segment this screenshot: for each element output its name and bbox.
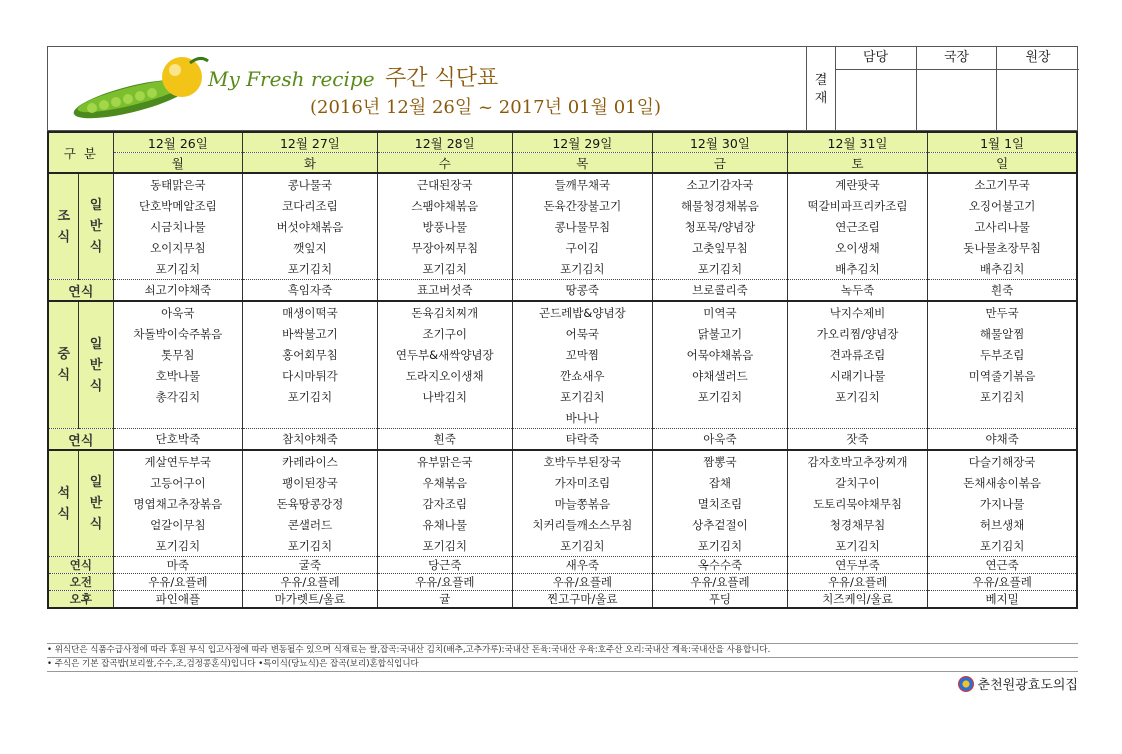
menu-item: 나박김치	[377, 386, 512, 407]
juk-item: 아욱죽	[653, 429, 788, 451]
menu-item: 포기김치	[243, 386, 378, 407]
menu-item: 포기김치	[113, 535, 242, 557]
menu-item: 청포묵/양념장	[653, 216, 788, 237]
date-cell: 12월 30일	[653, 132, 788, 153]
juk-item: 연근죽	[928, 557, 1077, 574]
meal-label-dinner: 석 식	[48, 450, 79, 557]
snack-item: 귤	[377, 591, 512, 609]
menu-item	[377, 407, 512, 429]
menu-item: 떡갈비파프리카조림	[787, 195, 927, 216]
weekday-header-row	[48, 153, 1077, 174]
menu-item: 콩나물무침	[512, 216, 652, 237]
menu-item: 곤드레밥&양념장	[512, 301, 652, 323]
menu-item: 구이김	[512, 237, 652, 258]
note-line-1: • 위식단은 식품수급사정에 따라 후원 부식 입고사정에 따라 변동될수 있으며 식재료는 쌀,잡곡:국내산 김치(배추,고추가루):국내산 돈육:국내산 우육:호주산 오리:국내산 계육:국내산을 사용합니다.	[47, 645, 771, 655]
date-range: (2016년 12월 26일 ~ 2017년 01월 01일)	[310, 97, 662, 118]
menu-item: 포기김치	[653, 535, 788, 557]
menu-item: 미역국	[653, 301, 788, 323]
snack-item: 우유/요플레	[243, 574, 378, 591]
menu-item: 갈치구이	[787, 472, 927, 493]
juk-item: 새우죽	[512, 557, 652, 574]
meal-row	[48, 472, 1077, 493]
juk-item: 참치야채죽	[243, 429, 378, 451]
date-cell: 12월 31일	[787, 132, 927, 153]
spreadsheet-top-strip	[0, 0, 1122, 46]
menu-item: 해물청경채볶음	[653, 195, 788, 216]
meal-row	[48, 173, 1077, 195]
menu-item: 마늘쫑볶음	[512, 493, 652, 514]
juk-item: 연두부죽	[787, 557, 927, 574]
juk-item: 야채죽	[928, 429, 1077, 451]
menu-item: 다시마튀각	[243, 365, 378, 386]
snack-item: 우유/요플레	[377, 574, 512, 591]
menu-item: 소고기무국	[928, 173, 1077, 195]
juk-item: 땅콩죽	[512, 280, 652, 302]
juk-item: 당근죽	[377, 557, 512, 574]
menu-item: 포기김치	[653, 258, 788, 280]
menu-item: 견과류조림	[787, 344, 927, 365]
juk-row	[48, 280, 1077, 302]
juk-item: 흑임자죽	[243, 280, 378, 302]
weekday-cell: 수	[377, 153, 512, 174]
snack-item: 치즈케익/울료	[787, 591, 927, 609]
sheet-header	[47, 46, 1078, 131]
menu-item: 동태맑은국	[113, 173, 242, 195]
meal-row	[48, 535, 1077, 557]
juk-item: 쇠고기야채죽	[113, 280, 242, 302]
menu-item: 오이생채	[787, 237, 927, 258]
menu-item: 포기김치	[653, 386, 788, 407]
date-header-row	[48, 132, 1077, 153]
menu-item: 팽이된장국	[243, 472, 378, 493]
menu-item: 닭불고기	[653, 323, 788, 344]
menu-item: 돈육간장불고기	[512, 195, 652, 216]
menu-item: 포기김치	[928, 386, 1077, 407]
weekday-cell: 토	[787, 153, 927, 174]
juk-item: 옥수수죽	[653, 557, 788, 574]
menu-item: 포기김치	[787, 386, 927, 407]
snack-item: 우유/요플레	[928, 574, 1077, 591]
snack-item: 우유/요플레	[512, 574, 652, 591]
menu-item: 허브생채	[928, 514, 1077, 535]
menu-item	[653, 407, 788, 429]
menu-item: 치커리들깨소스무침	[512, 514, 652, 535]
menu-item: 꼬막찜	[512, 344, 652, 365]
menu-item: 다슬기해장국	[928, 450, 1077, 472]
menu-item: 돈육김치찌개	[377, 301, 512, 323]
snack-item: 우유/요플레	[653, 574, 788, 591]
menu-item: 콩나물국	[243, 173, 378, 195]
approval-role-label: 국장	[917, 47, 996, 70]
menu-item: 깻잎지	[243, 237, 378, 258]
menu-item: 아욱국	[113, 301, 242, 323]
menu-item: 미역줄기볶음	[928, 365, 1077, 386]
menu-item: 콘샐러드	[243, 514, 378, 535]
weekday-cell: 월	[113, 153, 242, 174]
juk-item: 잣죽	[787, 429, 927, 451]
menu-item: 가지나물	[928, 493, 1077, 514]
menu-item: 코다리조림	[243, 195, 378, 216]
juk-item: 마죽	[113, 557, 242, 574]
menu-item: 방풍나물	[377, 216, 512, 237]
menu-item: 야채샐러드	[653, 365, 788, 386]
menu-item: 톳무침	[113, 344, 242, 365]
juk-item: 브로콜리죽	[653, 280, 788, 302]
pm-snack-label: 오후	[48, 591, 113, 609]
hospital-logo-icon	[958, 676, 974, 692]
menu-item: 상추겉절이	[653, 514, 788, 535]
menu-item: 얼갈이무침	[113, 514, 242, 535]
juk-item: 흰죽	[377, 429, 512, 451]
menu-item: 고춧잎무침	[653, 237, 788, 258]
snack-item: 찐고구마/울료	[512, 591, 652, 609]
menu-item: 포기김치	[377, 258, 512, 280]
menu-item: 깐쇼새우	[512, 365, 652, 386]
approval-box	[806, 47, 1080, 132]
meal-row	[48, 344, 1077, 365]
meal-row	[48, 386, 1077, 407]
menu-item: 멸치조림	[653, 493, 788, 514]
juk-item: 굴죽	[243, 557, 378, 574]
juk-row	[48, 557, 1077, 574]
date-cell: 12월 26일	[113, 132, 242, 153]
menu-item: 포기김치	[377, 535, 512, 557]
meal-row	[48, 301, 1077, 323]
menu-item: 가자미조림	[512, 472, 652, 493]
menu-item: 포기김치	[512, 258, 652, 280]
menu-item: 명엽채고추장볶음	[113, 493, 242, 514]
meal-row	[48, 365, 1077, 386]
am-snack-row	[48, 574, 1077, 591]
approval-role-label: 원장	[997, 47, 1079, 70]
approval-cell-director[interactable]	[917, 47, 997, 132]
menu-item: 돈채새송이볶음	[928, 472, 1077, 493]
menu-item: 바싹불고기	[243, 323, 378, 344]
menu-item: 잡채	[653, 472, 788, 493]
meal-row	[48, 514, 1077, 535]
menu-item: 시금치나물	[113, 216, 242, 237]
weekday-cell: 일	[928, 153, 1077, 174]
snack-item: 파인애플	[113, 591, 242, 609]
juk-label: 연식	[48, 280, 113, 302]
menu-item: 어묵국	[512, 323, 652, 344]
menu-item: 가오리찜/양념장	[787, 323, 927, 344]
meal-row	[48, 493, 1077, 514]
meal-row	[48, 195, 1077, 216]
brand-name: My Fresh recipe	[208, 67, 375, 91]
juk-label: 연식	[48, 429, 113, 451]
date-cell: 12월 27일	[243, 132, 378, 153]
pm-snack-row	[48, 591, 1077, 609]
regular-diet-label: 일 반 식	[79, 450, 113, 557]
menu-item: 오징어불고기	[928, 195, 1077, 216]
menu-item	[787, 407, 927, 429]
menu-item: 배추김치	[787, 258, 927, 280]
regular-diet-label: 일 반 식	[79, 301, 113, 429]
menu-item	[113, 407, 242, 429]
menu-item: 버섯야채볶음	[243, 216, 378, 237]
menu-item: 근대된장국	[377, 173, 512, 195]
menu-item: 들깨무채국	[512, 173, 652, 195]
menu-item: 고등어구이	[113, 472, 242, 493]
meal-row	[48, 258, 1077, 280]
menu-item	[243, 407, 378, 429]
hospital-name: 춘천원광효도의집	[977, 678, 1078, 693]
date-cell: 12월 29일	[512, 132, 652, 153]
page-title: 주간 식단표	[385, 66, 499, 91]
weekly-menu-table	[47, 131, 1078, 609]
menu-item: 두부조림	[928, 344, 1077, 365]
menu-item: 호박두부된장국	[512, 450, 652, 472]
menu-item: 감자조림	[377, 493, 512, 514]
menu-item: 포기김치	[243, 535, 378, 557]
menu-item: 포기김치	[243, 258, 378, 280]
menu-item: 포기김치	[787, 535, 927, 557]
approval-role-label: 담당	[835, 47, 916, 70]
menu-item: 총각김치	[113, 386, 242, 407]
menu-item: 만두국	[928, 301, 1077, 323]
approval-cell-head[interactable]	[997, 47, 1079, 132]
notes-rule	[47, 671, 1078, 672]
meal-row	[48, 216, 1077, 237]
menu-item: 시래기나물	[787, 365, 927, 386]
menu-item: 해물알찜	[928, 323, 1077, 344]
meal-row	[48, 450, 1077, 472]
menu-item: 바나나	[512, 407, 652, 429]
menu-item: 어묵야채볶음	[653, 344, 788, 365]
meal-label-lunch: 중 식	[48, 301, 79, 429]
menu-item: 연두부&새싹양념장	[377, 344, 512, 365]
approval-label: 결 재	[807, 47, 836, 132]
menu-item: 연근조림	[787, 216, 927, 237]
hospital-signature	[958, 674, 1078, 693]
weekday-cell: 화	[243, 153, 378, 174]
menu-item: 감자호박고추장찌개	[787, 450, 927, 472]
menu-item	[928, 407, 1077, 429]
juk-item: 녹두죽	[787, 280, 927, 302]
menu-item: 호박나물	[113, 365, 242, 386]
menu-item: 포기김치	[512, 535, 652, 557]
menu-item: 스팸야채볶음	[377, 195, 512, 216]
menu-item: 조기구이	[377, 323, 512, 344]
weekday-cell: 금	[653, 153, 788, 174]
meal-row	[48, 237, 1077, 258]
menu-item: 포기김치	[113, 258, 242, 280]
am-snack-label: 오전	[48, 574, 113, 591]
menu-item: 카레라이스	[243, 450, 378, 472]
menu-item: 짬뽕국	[653, 450, 788, 472]
menu-item: 포기김치	[512, 386, 652, 407]
juk-item: 표고버섯죽	[377, 280, 512, 302]
menu-item: 배추김치	[928, 258, 1077, 280]
menu-item: 유채나물	[377, 514, 512, 535]
menu-sheet	[47, 46, 1078, 693]
menu-item: 소고기감자국	[653, 173, 788, 195]
snack-item: 마가렛트/울료	[243, 591, 378, 609]
menu-item: 돗나물초장무침	[928, 237, 1077, 258]
juk-item: 흰죽	[928, 280, 1077, 302]
snack-item: 우유/요플레	[113, 574, 242, 591]
meal-row	[48, 323, 1077, 344]
menu-item: 도라지오이생채	[377, 365, 512, 386]
menu-item: 계란팟국	[787, 173, 927, 195]
gubun-label: 구 분	[48, 132, 113, 173]
menu-item: 포기김치	[928, 535, 1077, 557]
note-line-2: • 주식은 기본 잡곡밥(보리쌀,수수,조,검정콩혼식)입니다 •특이식(당뇨식)은 잡곡(보리)혼합식입니다	[47, 659, 419, 669]
meal-label-breakfast: 조 식	[48, 173, 79, 280]
regular-diet-label: 일 반 식	[79, 173, 113, 280]
juk-row	[48, 429, 1077, 451]
date-cell: 12월 28일	[377, 132, 512, 153]
juk-item: 타락죽	[512, 429, 652, 451]
menu-item: 고사리나물	[928, 216, 1077, 237]
menu-item: 우채볶음	[377, 472, 512, 493]
meal-row	[48, 407, 1077, 429]
date-cell: 1월 1일	[928, 132, 1077, 153]
approval-cell-staff[interactable]	[835, 47, 917, 132]
menu-item: 게살연두부국	[113, 450, 242, 472]
menu-item: 청경채무침	[787, 514, 927, 535]
menu-item: 차돌박이숙주볶음	[113, 323, 242, 344]
weekday-cell: 목	[512, 153, 652, 174]
menu-item: 홍어회무침	[243, 344, 378, 365]
menu-item: 단호박메알조림	[113, 195, 242, 216]
menu-item: 무장아찌무침	[377, 237, 512, 258]
menu-item: 매생이떡국	[243, 301, 378, 323]
snack-item: 우유/요플레	[787, 574, 927, 591]
menu-item: 도토리묵야채무침	[787, 493, 927, 514]
snack-item: 푸딩	[653, 591, 788, 609]
menu-item: 낙지수제비	[787, 301, 927, 323]
menu-item: 돈육땅콩강정	[243, 493, 378, 514]
menu-item: 유부맑은국	[377, 450, 512, 472]
menu-item: 오이지무침	[113, 237, 242, 258]
juk-label: 연식	[48, 557, 113, 574]
snack-item: 베지밀	[928, 591, 1077, 609]
juk-item: 단호박죽	[113, 429, 242, 451]
